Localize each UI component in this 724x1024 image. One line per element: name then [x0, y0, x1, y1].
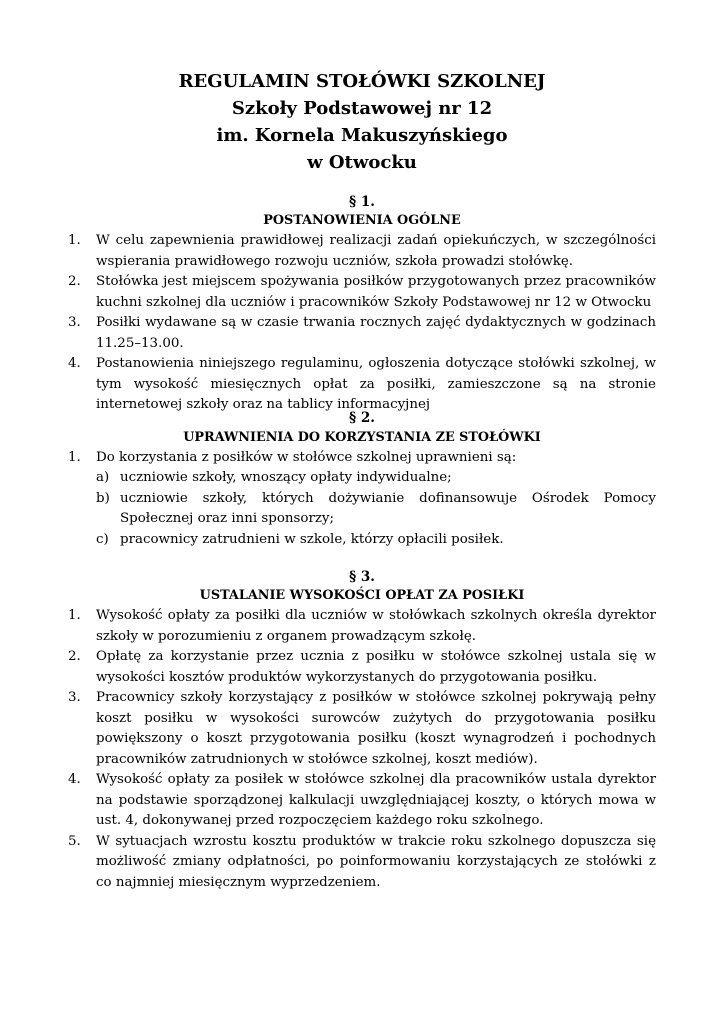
- section-3-list: [68, 606, 656, 893]
- section-1-list: [68, 231, 656, 416]
- list-item: 4. Wysokość opłaty za posiłek w stołówce szkolnej dla pracowników ustala dyrektor na podstawie sporządzonej kalkulacji uwzględniającej koszty, o których mowa w ust. 4, dokonywanej przed rozpoczęciem każdego roku szkolnego.: [68, 772, 656, 828]
- list-item: 2. Stołówka jest miejscem spożywania posiłków przygotowanych przez pracowników kuchni szkolnej dla uczniów i pracowników Szkoły Podstawowej nr 12 w Otwocku: [68, 274, 656, 310]
- section-3-heading: USTALANIE WYSOKOŚCI OPŁAT ZA POSIŁKI: [199, 588, 525, 603]
- list-item: 4. Postanowienia niniejszego regulaminu, ogłoszenia dotyczące stołówki szkolnej, w tym wysokość miesięcznych opłat za posiłki, zamieszczone są na stronie internetowej szkoły oraz na tablicy informacyjnej: [68, 356, 656, 412]
- sub-list-item: a) uczniowie szkoły, wnoszący opłaty indywidualne;: [96, 470, 452, 485]
- list-item: 2. Opłatę za korzystanie przez ucznia z posiłku w stołówce szkolnej ustala się w wysokości kosztów produktów wykorzystanych do przygotowania posiłku.: [68, 649, 656, 685]
- section-2-number: § 2.: [349, 410, 375, 426]
- list-item: 1. Wysokość opłaty za posiłki dla uczniów w stołówkach szkolnych określa dyrektor szkoły w porozumieniu z organem prowadzącym szkołę.: [68, 608, 656, 644]
- list-item: 1. W celu zapewnienia prawidłowej realizacji zadań opiekuńczych, w szczególności wspierania prawidłowego rozwoju uczniów, szkoła prowadzi stołówkę.: [68, 233, 656, 269]
- title-line-4: w Otwocku: [307, 152, 417, 173]
- section-2-list: [68, 448, 656, 469]
- list-item: 1. Do korzystania z posiłków w stołówce szkolnej uprawnieni są:: [68, 450, 517, 465]
- section-1-number: § 1.: [349, 194, 375, 210]
- title-line-1: REGULAMIN STOŁÓWKI SZKOLNEJ: [178, 71, 546, 92]
- section-2-heading: UPRAWNIENIA DO KORZYSTANIA ZE STOŁÓWKI: [183, 430, 541, 445]
- section-3-number: § 3.: [349, 569, 375, 585]
- list-item: 3. Pracownicy szkoły korzystający z posiłków w stołówce szkolnej pokrywają pełny koszt posiłku w wysokości surowców zużytych do przygotowania posiłku powiększony o koszt przygotowania posiłku (koszt wynagrodzeń i pochodnych pracowników zatrudnionych w stołówce szkolnej, koszt mediów).: [68, 690, 656, 767]
- section-1-heading: POSTANOWIENIA OGÓLNE: [263, 213, 461, 228]
- sub-list-item: c) pracownicy zatrudnieni w szkole, którzy opłacili posiłek.: [96, 531, 504, 547]
- list-item: 3. Posiłki wydawane są w czasie trwania rocznych zajęć dydaktycznych w godzinach 11.25–13.00.: [68, 315, 656, 351]
- list-item: 5. W sytuacjach wzrostu kosztu produktów w trakcie roku szkolnego dopuszcza się możliwość zmiany odpłatności, po poinformowaniu korzystających ze stołówki z co najmniej miesięcznym wyprzedzeniem.: [68, 833, 656, 890]
- title-line-2: Szkoły Podstawowej nr 12: [231, 98, 493, 119]
- section-2-sublist: [96, 468, 656, 550]
- title-line-3: im. Kornela Makuszyńskiego: [216, 125, 508, 146]
- sub-list-item: b) uczniowie szkoły, których dożywianie dofinansowuje Ośrodek Pomocy Społecznej oraz inni sponsorzy;: [96, 490, 656, 526]
